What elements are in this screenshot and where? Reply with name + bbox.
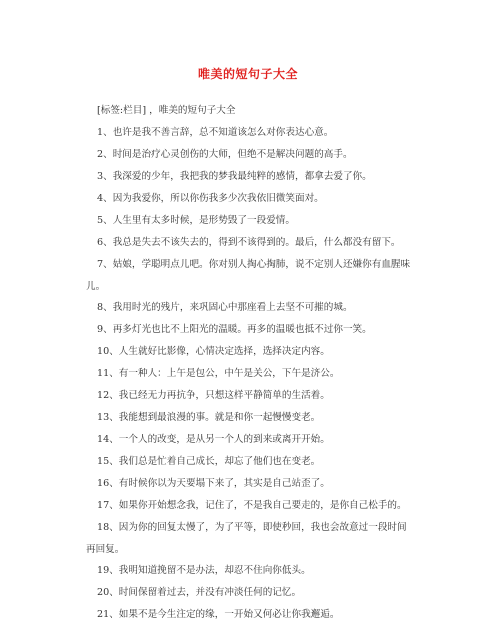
- sentence-item: 15、我们总是忙着自己成长，却忘了他们也在变老。: [97, 456, 321, 467]
- sentence-item: 21、如果不是今生注定的缘，一开始又何必让你我邂逅。: [97, 609, 340, 620]
- sentence-item: 11、有一种人：上午是包公，中午是关公，下午是济公。: [97, 368, 340, 379]
- sentence-item: 16、有时候你以为天要塌下来了，其实是自己站歪了。: [97, 478, 330, 489]
- sentence-item: 9、再多灯光也比不上阳光的温暖。再多的温暖也抵不过你一笑。: [97, 324, 372, 335]
- sentence-item: 13、我能想到最浪漫的事。就是和你一起慢慢变老。: [97, 412, 321, 423]
- document-title: 唯美的短句子大全: [197, 67, 298, 81]
- sentence-item: 8、我用时光的残片，来巩固心中那座看上去坚不可摧的城。: [97, 302, 353, 313]
- document-body: [86, 100, 416, 626]
- sentence-item: 4、因为我爱你，所以你伤我多少次我依旧微笑面对。: [97, 193, 324, 204]
- sentence-item: 3、我深爱的少年，我把我的梦我最纯粹的感情，都拿去爱了你。: [97, 171, 372, 182]
- tag-line: [标签:栏目] ，唯美的短句子大全: [97, 105, 236, 116]
- sentence-item: 19、我明知道挽留不是办法，却忍不住向你低头。: [97, 565, 311, 576]
- sentence-item: 17、如果你开始想念我，记住了，不是我自己要走的，是你自己松手的。: [97, 500, 407, 511]
- sentence-item: 20、时间保留着过去，并没有冲淡任何的记忆。: [97, 587, 302, 598]
- sentence-item: 12、我已经无力再抗争，只想这样平静简单的生活着。: [97, 390, 330, 401]
- sentence-item: 10、人生就好比影像，心情决定选择，选择决定内容。: [97, 346, 330, 357]
- sentence-item: 18、因为你的回复太慢了，为了平等，即使秒回，我也会故意过一段时间再回复。: [86, 522, 407, 555]
- sentence-item: 1、也许是我不善言辞，总不知道该怎么对你表达心意。: [97, 127, 334, 138]
- sentence-item: 2、时间是治疗心灵创伤的大师，但绝不是解决问题的高手。: [97, 149, 353, 160]
- sentence-item: 5、人生里有太多时候，是形势毁了一段爱情。: [97, 215, 295, 226]
- sentence-item: 6、我总是失去不该失去的，得到不该得到的。最后，什么都没有留下。: [97, 237, 401, 248]
- sentence-item: 7、姑娘，学聪明点儿吧。你对别人掏心掏肺，说不定别人还嫌你有血腥味儿。: [86, 259, 411, 292]
- sentence-item: 14、一个人的改变，是从另一个人的到来或离开开始。: [97, 434, 330, 445]
